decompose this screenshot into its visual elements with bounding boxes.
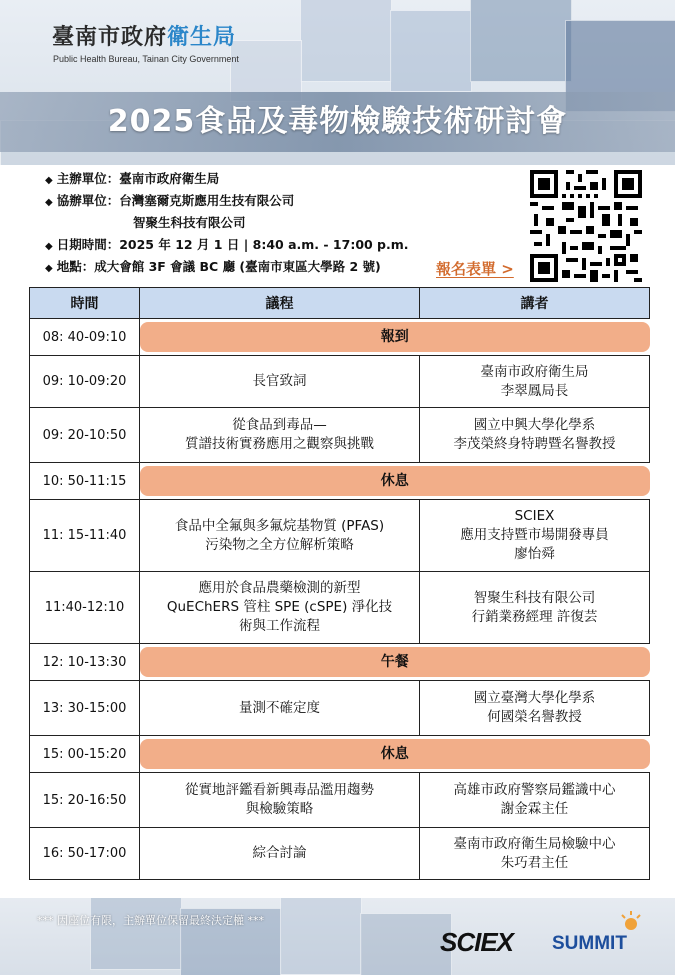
organizer-label: 主辦單位： xyxy=(56,171,120,186)
time-cell: 09: 20-10:50 xyxy=(30,408,140,463)
speaker-line: 應用支持暨市場開發專員 xyxy=(460,527,609,543)
table-row xyxy=(30,773,650,828)
break-bar: 休息 xyxy=(140,466,650,496)
time-cell: 12: 10-13:30 xyxy=(30,644,140,681)
speaker-cell xyxy=(420,828,650,880)
break-cell xyxy=(140,463,650,500)
agenda-cell xyxy=(140,408,420,463)
time-cell: 11:40-12:10 xyxy=(30,572,140,644)
table-row xyxy=(30,828,650,880)
time-cell: 08: 40-09:10 xyxy=(30,319,140,356)
speaker-line: SCIEX xyxy=(514,508,555,524)
speaker-cell xyxy=(420,773,650,828)
break-row xyxy=(30,736,650,773)
date-value: 2025 年 12 月 1 日 | 8:40 a.m. - 17:00 p.m. xyxy=(119,237,409,252)
break-bar: 休息 xyxy=(140,739,650,769)
qr-code-icon[interactable] xyxy=(530,170,642,282)
time-cell: 16: 50-17:00 xyxy=(30,828,140,880)
agenda-cell xyxy=(140,356,420,408)
co-organizer-label: 協辦單位： xyxy=(56,193,120,208)
date-label: 日期時間： xyxy=(56,237,120,252)
time-cell: 09: 10-09:20 xyxy=(30,356,140,408)
column-header-time: 時間 xyxy=(30,288,140,319)
table-row xyxy=(30,356,650,408)
org-logo xyxy=(52,20,236,51)
agenda-table xyxy=(29,287,650,880)
table-row xyxy=(30,681,650,736)
speaker-line: 朱巧君主任 xyxy=(500,854,569,871)
page-title: 2025食品及毒物檢驗技術研討會 xyxy=(107,104,568,139)
diamond-bullet-icon: ◆ xyxy=(45,197,53,208)
co-organizer-line xyxy=(45,190,409,212)
speaker-line: 國立臺灣大學化學系 xyxy=(473,690,596,706)
column-header-agenda: 議程 xyxy=(140,288,420,319)
agenda-line: 術與工作流程 xyxy=(239,618,320,634)
speaker-line: 高雄市政府警察局鑑識中心 xyxy=(453,782,616,798)
summit-sun-icon xyxy=(619,910,643,932)
time-cell: 13: 30-15:00 xyxy=(30,681,140,736)
seat-disclaimer: *** 因座位有限，主辦單位保留最終決定權 *** xyxy=(37,914,264,927)
time-cell: 15: 20-16:50 xyxy=(30,773,140,828)
date-line xyxy=(45,234,409,256)
column-header-speaker: 講者 xyxy=(420,288,650,319)
venue-value: 成大會館 3F 會議 BC 廳 (臺南市東區大學路 2 號) xyxy=(94,259,381,274)
break-row xyxy=(30,463,650,500)
break-cell xyxy=(140,319,650,356)
table-row xyxy=(30,500,650,572)
speaker-cell xyxy=(420,408,650,463)
agenda-line: 長官致詞 xyxy=(252,373,307,389)
venue-label: 地點： xyxy=(56,259,95,274)
table-header-row xyxy=(30,288,650,319)
agenda-cell xyxy=(140,773,420,828)
organizer-value: 臺南市政府衛生局 xyxy=(119,171,220,186)
agenda-line: 應用於食品農藥檢測的新型 xyxy=(198,580,361,596)
speaker-line: 國立中興大學化學系 xyxy=(473,417,596,433)
summit-logo: SUMMIT xyxy=(552,933,627,954)
registration-form-link[interactable]: 報名表單 > xyxy=(436,260,514,278)
agenda-line: 食品中全氟與多氟烷基物質 (PFAS) xyxy=(174,517,385,534)
co-organizer-value-1: 台灣塞爾克斯應用生技有限公司 xyxy=(119,193,295,208)
speaker-line: 廖怡舜 xyxy=(514,546,555,562)
diamond-bullet-icon: ◆ xyxy=(45,263,53,274)
co-organizer-line-2 xyxy=(45,212,409,234)
venue-line xyxy=(45,256,409,278)
co-organizer-value-2: 智聚生科技有限公司 xyxy=(133,215,246,230)
speaker-cell xyxy=(420,572,650,644)
org-name-prefix: 臺南市政府 xyxy=(52,25,168,50)
table-row xyxy=(30,408,650,463)
time-cell: 11: 15-11:40 xyxy=(30,500,140,572)
speaker-line: 智聚生科技有限公司 xyxy=(473,589,596,606)
break-row xyxy=(30,644,650,681)
diamond-bullet-icon: ◆ xyxy=(45,241,53,252)
break-cell xyxy=(140,644,650,681)
agenda-cell xyxy=(140,828,420,880)
org-name-accent: 衛生局 xyxy=(167,25,237,50)
agenda-cell xyxy=(140,572,420,644)
agenda-line: 綜合討論 xyxy=(252,845,307,861)
table-row xyxy=(30,572,650,644)
org-english-name: Public Health Bureau, Tainan City Government xyxy=(53,54,239,64)
agenda-cell xyxy=(140,681,420,736)
speaker-cell xyxy=(420,500,650,572)
agenda-line: 從實地評鑑看新興毒品濫用趨勢 xyxy=(185,782,374,798)
speaker-line: 謝金霖主任 xyxy=(500,801,569,817)
break-bar: 報到 xyxy=(140,322,650,352)
agenda-line: 量測不確定度 xyxy=(239,699,320,716)
speaker-line: 李茂榮終身特聘暨名譽教授 xyxy=(453,436,616,452)
speaker-line: 何國榮名譽教授 xyxy=(487,709,582,725)
speaker-line: 李翠鳳局長 xyxy=(500,382,569,399)
speaker-line: 臺南市政府衛生局檢驗中心 xyxy=(453,835,616,852)
agenda-line: 與檢驗策略 xyxy=(245,801,314,817)
agenda-line: 從食品到毒品— xyxy=(232,417,327,433)
time-cell: 15: 00-15:20 xyxy=(30,736,140,773)
speaker-line: 行銷業務經理 許復芸 xyxy=(471,608,598,625)
event-info xyxy=(45,168,409,278)
agenda-cell xyxy=(140,500,420,572)
organizer-line xyxy=(45,168,409,190)
break-cell xyxy=(140,736,650,773)
break-bar: 午餐 xyxy=(140,647,650,677)
agenda-line: 質譜技術實務應用之觀察與挑戰 xyxy=(185,436,374,452)
agenda-line: QuEChERS 管柱 SPE (cSPE) 淨化技 xyxy=(166,599,393,615)
diamond-bullet-icon: ◆ xyxy=(45,175,53,186)
speaker-cell xyxy=(420,681,650,736)
break-row xyxy=(30,319,650,356)
speaker-cell xyxy=(420,356,650,408)
speaker-line: 臺南市政府衛生局 xyxy=(480,363,589,380)
time-cell: 10: 50-11:15 xyxy=(30,463,140,500)
sciex-logo: SCIEX xyxy=(440,927,514,957)
agenda-line: 污染物之全方位解析策略 xyxy=(205,536,354,553)
